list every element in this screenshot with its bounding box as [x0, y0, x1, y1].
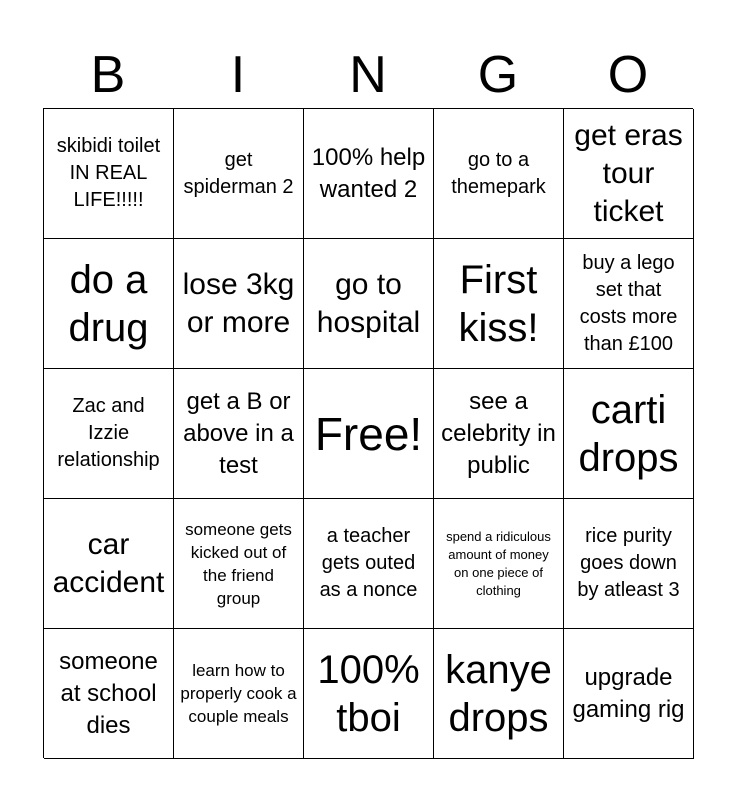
bingo-cell[interactable] [304, 239, 434, 369]
bingo-header [43, 42, 693, 108]
cell-text: buy a lego set that costs more than £100 [579, 251, 678, 355]
cell-text: a teacher gets outed as a nonce [319, 525, 418, 601]
cell-text: car accident [52, 527, 165, 599]
bingo-cell[interactable] [304, 109, 434, 239]
bingo-cell[interactable] [44, 239, 174, 369]
bingo-cell[interactable] [44, 109, 174, 239]
header-letter-i: I [230, 46, 246, 104]
bingo-cell[interactable] [304, 499, 434, 629]
cell-text: Free! [314, 407, 423, 460]
bingo-cell[interactable] [434, 109, 564, 239]
header-letter-o: O [607, 46, 649, 104]
cell-text: carti drops [578, 387, 679, 480]
cell-text: see a celebrity in public [441, 387, 556, 479]
cell-text: do a drug [68, 257, 149, 350]
free-space[interactable] [304, 369, 434, 499]
header-letter-b: B [90, 46, 126, 104]
cell-text: go to a themepark [451, 148, 546, 198]
cell-text: rice purity goes down by atleast 3 [577, 525, 680, 601]
cell-text: spend a ridiculous amount of money on one piece of clothing [446, 528, 551, 598]
cell-text: get eras tour ticket [574, 118, 683, 228]
cell-text: skibidi toilet IN REAL LIFE!!!!! [56, 135, 161, 211]
cell-text: get spiderman 2 [183, 148, 294, 198]
cell-text: someone gets kicked out of the friend group [185, 519, 292, 608]
cell-text: kanye drops [445, 647, 552, 740]
cell-text: 100% tboi [317, 647, 420, 740]
header-letter-g: G [477, 46, 519, 104]
bingo-cell[interactable] [434, 369, 564, 499]
header-letter-n: N [349, 46, 387, 104]
cell-text: 100% help wanted 2 [311, 143, 426, 203]
cell-text: get a B or above in a test [183, 387, 294, 479]
bingo-cell[interactable] [174, 239, 304, 369]
bingo-cell[interactable] [174, 499, 304, 629]
bingo-cell[interactable] [564, 369, 694, 499]
bingo-cell[interactable] [564, 109, 694, 239]
bingo-board [43, 108, 693, 758]
cell-text: Zac and Izzie relationship [57, 395, 160, 471]
bingo-cell[interactable] [174, 109, 304, 239]
cell-text: First kiss! [458, 257, 539, 350]
bingo-cell[interactable] [564, 629, 694, 759]
bingo-cell[interactable] [174, 369, 304, 499]
cell-text: lose 3kg or more [182, 267, 295, 339]
bingo-cell[interactable] [434, 499, 564, 629]
cell-text: someone at school dies [59, 647, 158, 739]
bingo-cell[interactable] [434, 239, 564, 369]
bingo-cell[interactable] [434, 629, 564, 759]
cell-text: upgrade gaming rig [572, 663, 685, 723]
bingo-cell[interactable] [44, 499, 174, 629]
bingo-cell[interactable] [564, 239, 694, 369]
cell-text: learn how to properly cook a couple meals [180, 661, 297, 726]
cell-text: go to hospital [316, 267, 421, 339]
bingo-cell[interactable] [44, 629, 174, 759]
bingo-cell[interactable] [564, 499, 694, 629]
bingo-cell[interactable] [174, 629, 304, 759]
bingo-cell[interactable] [44, 369, 174, 499]
bingo-cell[interactable] [304, 629, 434, 759]
